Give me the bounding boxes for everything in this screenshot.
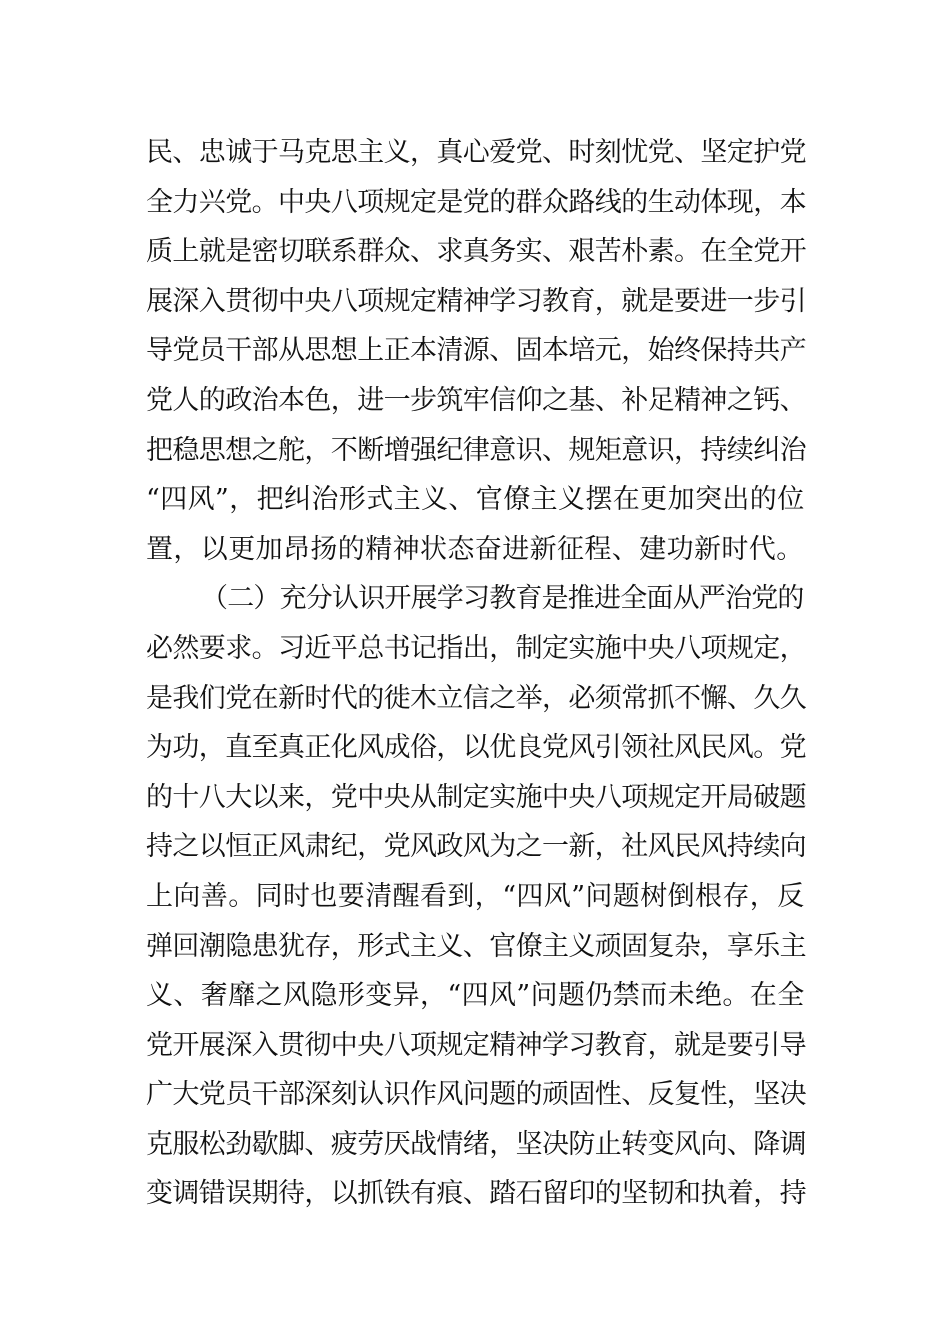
text-line: 导党员干部从思想上正本清源、固本培元，始终保持共产	[146, 335, 806, 367]
text-line: “四风”，把纠治形式主义、官僚主义摆在更加突出的位	[146, 484, 805, 516]
text-line: 为功，直至真正化风成俗，以优良党风引领社风民风。党	[146, 732, 806, 764]
text-line: 展深入贯彻中央八项规定精神学习教育，就是要进一步引	[146, 285, 806, 317]
text-line: 义、奢靡之风隐形变异，“四风”问题仍禁而未绝。在全	[146, 980, 805, 1012]
text-line: 弹回潮隐患犹存，形式主义、官僚主义顽固复杂，享乐主	[146, 930, 806, 962]
text-line: 是我们党在新时代的徙木立信之举，必须常抓不懈、久久	[146, 682, 806, 714]
text-line: 变调错误期待，以抓铁有痕、踏石留印的坚韧和执着，持	[146, 1178, 806, 1210]
text-line: 广大党员干部深刻认识作风问题的顽固性、反复性，坚决	[146, 1079, 806, 1111]
text-line: 把稳思想之舵，不断增强纪律意识、规矩意识，持续纠治	[146, 434, 806, 466]
text-line: 的十八大以来，党中央从制定实施中央八项规定开局破题	[146, 781, 806, 813]
text-line: 持之以恒正风肃纪，党风政风为之一新，社风民风持续向	[146, 831, 806, 863]
document-body	[146, 128, 806, 1219]
text-line: 必然要求。习近平总书记指出，制定实施中央八项规定，	[146, 632, 806, 664]
text-line: 置，以更加昂扬的精神状态奋进新征程、建功新时代。	[146, 533, 804, 565]
text-line: 民、忠诚于马克思主义，真心爱党、时刻忧党、坚定护党	[146, 137, 806, 168]
text-line: 质上就是密切联系群众、求真务实、艰苦朴素。在全党开	[146, 236, 806, 268]
paragraph-start-line: （二）充分认识开展学习教育是推进全面从严治党的	[201, 583, 804, 615]
text-line: 党开展深入贯彻中央八项规定精神学习教育，就是要引导	[146, 1029, 806, 1061]
text-line: 党人的政治本色，进一步筑牢信仰之基、补足精神之钙、	[146, 384, 806, 416]
text-line: 克服松劲歇脚、疲劳厌战情绪，坚决防止转变风向、降调	[146, 1128, 806, 1160]
text-line: 全力兴党。中央八项规定是党的群众路线的生动体现，本	[146, 186, 806, 218]
text-line: 上向善。同时也要清醒看到，“四风”问题树倒根存，反	[146, 880, 805, 912]
